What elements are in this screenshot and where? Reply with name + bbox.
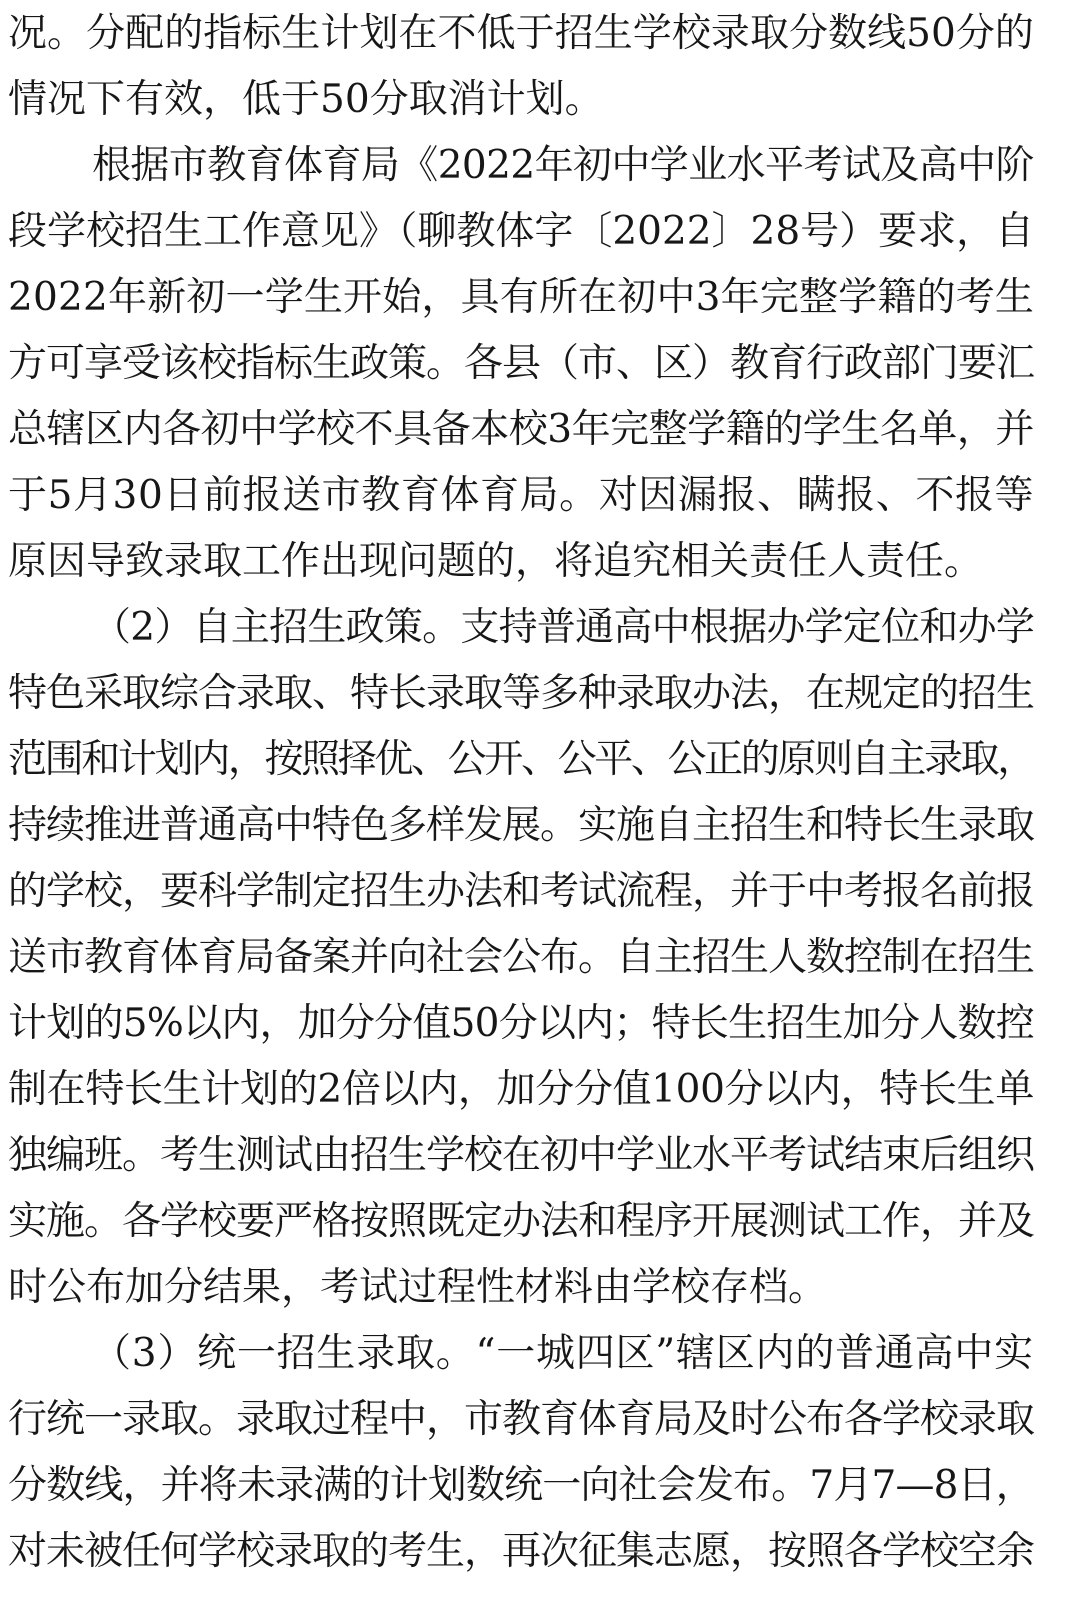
- text-line-12-content: 范围和计划内，按照择优、公开、公平、公正的原则自主录取，: [8, 737, 1034, 782]
- text-line-16-content: 计划的5%以内，加分分值50分以内；特长生招生加分人数控: [8, 1001, 1034, 1046]
- text-line-5: [0, 264, 1080, 332]
- text-line-23-content: 分数线，并将未录满的计划数统一向社会发布。7月7—8日，: [8, 1463, 1034, 1508]
- text-line-18: [0, 1122, 1080, 1190]
- text-line-5-content: 2022年新初一学生开始，具有所在初中3年完整学籍的考生: [8, 275, 1035, 320]
- text-line-8-content: 于5月30日前报送市教育体育局。对因漏报、瞒报、不报等: [8, 473, 1035, 518]
- text-line-9: [0, 528, 1080, 596]
- text-line-8: [0, 462, 1080, 530]
- text-line-15-content: 送市教育体育局备案并向社会公布。自主招生人数控制在招生: [8, 935, 1035, 980]
- text-line-2-content: 情况下有效，低于50分取消计划。: [8, 77, 604, 122]
- text-line-20: [0, 1254, 1080, 1322]
- text-line-6-content: 方可享受该校指标生政策。各县（市、区）教育行政部门要汇: [8, 341, 1035, 386]
- text-line-3: [0, 132, 1080, 200]
- text-line-11-content: 特色采取综合录取、特长录取等多种录取办法，在规定的招生: [8, 671, 1035, 716]
- text-line-7: [0, 396, 1080, 464]
- text-line-10-content: （2）自主招生政策。支持普通高中根据办学定位和办学: [92, 605, 1035, 650]
- text-line-13-content: 持续推进普通高中特色多样发展。实施自主招生和特长生录取: [8, 803, 1035, 848]
- text-line-17-content: 制在特长生计划的2倍以内，加分分值100分以内，特长生单: [8, 1067, 1035, 1112]
- text-line-9-content: 原因导致录取工作出现问题的，将追究相关责任人责任。: [8, 539, 984, 584]
- text-line-22-content: 行统一录取。录取过程中，市教育体育局及时公布各学校录取: [8, 1397, 1035, 1442]
- text-line-23: [0, 1452, 1080, 1520]
- text-line-15: [0, 924, 1080, 992]
- text-line-19: [0, 1188, 1080, 1256]
- text-line-1-content: 况。分配的指标生计划在不低于招生学校录取分数线50分的: [8, 11, 1034, 56]
- text-line-24-content: 对未被任何学校录取的考生，再次征集志愿，按照各学校空余: [8, 1529, 1035, 1574]
- text-line-2: [0, 66, 1080, 134]
- text-line-7-content: 总辖区内各初中学校不具备本校3年完整学籍的学生名单，并: [8, 407, 1034, 452]
- text-line-10: [0, 594, 1080, 662]
- text-line-18-content: 独编班。考生测试由招生学校在初中学业水平考试结束后组织: [8, 1133, 1035, 1178]
- text-line-16: [0, 990, 1080, 1058]
- text-line-3-content: 根据市教育体育局《2022年初中学业水平考试及高中阶: [92, 143, 1034, 188]
- text-line-14: [0, 858, 1080, 926]
- text-line-14-content: 的学校，要科学制定招生办法和考试流程，并于中考报名前报: [8, 869, 1035, 914]
- text-line-19-content: 实施。各学校要严格按照既定办法和程序开展测试工作，并及: [8, 1199, 1035, 1244]
- text-line-21-content: （3）统一招生录取。“一城四区”辖区内的普通高中实: [92, 1331, 1034, 1376]
- text-line-4-content: 段学校招生工作意见》（聊教体字〔2022〕28号）要求，自: [8, 209, 1035, 254]
- text-line-17: [0, 1056, 1080, 1124]
- text-line-24: [0, 1518, 1080, 1586]
- text-line-20-content: 时公布加分结果，考试过程性材料由学校存档。: [8, 1265, 828, 1310]
- text-line-11: [0, 660, 1080, 728]
- text-line-4: [0, 198, 1080, 266]
- text-line-12: [0, 726, 1080, 794]
- text-line-6: [0, 330, 1080, 398]
- text-line-22: [0, 1386, 1080, 1454]
- text-line-13: [0, 792, 1080, 860]
- text-line-21: [0, 1320, 1080, 1388]
- text-line-1: [0, 0, 1080, 68]
